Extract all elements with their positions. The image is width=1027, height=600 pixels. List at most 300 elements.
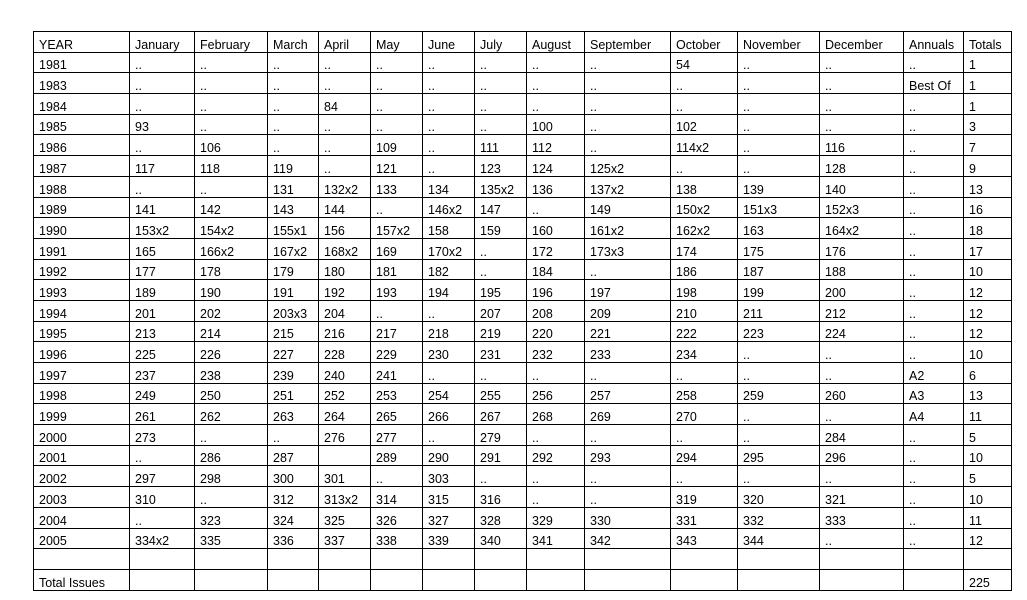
table-cell: 262	[195, 404, 268, 425]
table-body	[34, 32, 1012, 591]
table-cell: 123	[475, 156, 527, 177]
table-cell: ..	[671, 94, 738, 115]
table-cell: 252	[319, 383, 371, 404]
table-cell: 11	[964, 404, 1012, 425]
table-row	[34, 404, 1012, 425]
table-cell: 204	[319, 300, 371, 321]
table-cell: ..	[371, 197, 423, 218]
table-cell: ..	[371, 94, 423, 115]
table-cell: ..	[738, 342, 820, 363]
table-cell: 301	[319, 466, 371, 487]
table-cell: 54	[671, 52, 738, 73]
table-cell: ..	[904, 280, 964, 301]
table-cell: 191	[268, 280, 319, 301]
table-cell: 341	[527, 528, 585, 549]
table-cell: 208	[527, 300, 585, 321]
table-cell: ..	[820, 404, 904, 425]
table-cell: ..	[319, 114, 371, 135]
table-cell: 177	[130, 259, 195, 280]
table-cell: September	[585, 32, 671, 53]
table-cell: 137x2	[585, 176, 671, 197]
table-cell: 186	[671, 259, 738, 280]
table-cell	[527, 569, 585, 590]
table-cell: ..	[904, 507, 964, 528]
table-cell: ..	[738, 466, 820, 487]
table-cell: 319	[671, 487, 738, 508]
table-cell: ..	[130, 52, 195, 73]
table-cell	[904, 569, 964, 590]
table-cell: 330	[585, 507, 671, 528]
table-cell: 168x2	[319, 238, 371, 259]
table-cell: ..	[475, 94, 527, 115]
table-cell: 160	[527, 218, 585, 239]
table-cell	[371, 549, 423, 570]
table-cell: ..	[904, 487, 964, 508]
table-cell: 175	[738, 238, 820, 259]
table-cell: ..	[671, 156, 738, 177]
table-cell: ..	[738, 135, 820, 156]
table-cell: ..	[319, 73, 371, 94]
table-cell: 276	[319, 425, 371, 446]
table-cell: January	[130, 32, 195, 53]
issues-table	[33, 31, 1012, 591]
table-cell: 2003	[34, 487, 130, 508]
table-cell: 239	[268, 363, 319, 384]
table-cell	[671, 569, 738, 590]
table-cell: 300	[268, 466, 319, 487]
table-cell: 1981	[34, 52, 130, 73]
table-cell: 218	[423, 321, 475, 342]
table-cell: 326	[371, 507, 423, 528]
table-cell: 251	[268, 383, 319, 404]
table-cell: 295	[738, 445, 820, 466]
table-cell: ..	[423, 135, 475, 156]
table-cell: February	[195, 32, 268, 53]
table-cell: 121	[371, 156, 423, 177]
table-row	[34, 383, 1012, 404]
table-cell: 5	[964, 466, 1012, 487]
table-cell: 327	[423, 507, 475, 528]
table-cell: 228	[319, 342, 371, 363]
table-cell: 340	[475, 528, 527, 549]
table-cell	[738, 569, 820, 590]
table-cell: 323	[195, 507, 268, 528]
table-cell: ..	[904, 425, 964, 446]
table-cell: April	[319, 32, 371, 53]
table-cell: 133	[371, 176, 423, 197]
table-cell: ..	[904, 321, 964, 342]
table-row	[34, 321, 1012, 342]
table-cell	[268, 549, 319, 570]
table-cell: 12	[964, 528, 1012, 549]
table-cell: ..	[585, 114, 671, 135]
table-cell: 138	[671, 176, 738, 197]
table-cell: 155x1	[268, 218, 319, 239]
table-cell: 297	[130, 466, 195, 487]
table-cell: ..	[195, 94, 268, 115]
table-cell: 336	[268, 528, 319, 549]
table-cell: ..	[904, 300, 964, 321]
table-cell: ..	[904, 114, 964, 135]
table-cell: Annuals	[904, 32, 964, 53]
table-cell: 225	[964, 569, 1012, 590]
table-cell: ..	[585, 466, 671, 487]
table-cell: ..	[130, 176, 195, 197]
table-cell: 219	[475, 321, 527, 342]
table-cell: ..	[904, 445, 964, 466]
table-cell: 337	[319, 528, 371, 549]
table-cell: 298	[195, 466, 268, 487]
table-cell: 12	[964, 280, 1012, 301]
table-cell: ..	[738, 404, 820, 425]
table-cell: 213	[130, 321, 195, 342]
table-cell: 17	[964, 238, 1012, 259]
table-cell: ..	[268, 135, 319, 156]
table-cell: 313x2	[319, 487, 371, 508]
table-cell: 12	[964, 300, 1012, 321]
table-cell: 233	[585, 342, 671, 363]
table-cell: 149	[585, 197, 671, 218]
table-cell: ..	[195, 52, 268, 73]
table-cell: ..	[527, 94, 585, 115]
table-cell: 266	[423, 404, 475, 425]
table-cell: ..	[820, 363, 904, 384]
table-cell: ..	[268, 73, 319, 94]
table-row	[34, 342, 1012, 363]
table-cell: 296	[820, 445, 904, 466]
table-cell: 174	[671, 238, 738, 259]
table-cell: ..	[820, 528, 904, 549]
table-cell: March	[268, 32, 319, 53]
table-cell: 118	[195, 156, 268, 177]
table-cell	[371, 569, 423, 590]
table-cell: 1995	[34, 321, 130, 342]
table-cell: ..	[820, 73, 904, 94]
table-cell: 1984	[34, 94, 130, 115]
table-cell: ..	[820, 342, 904, 363]
table-cell: 131	[268, 176, 319, 197]
table-cell: 162x2	[671, 218, 738, 239]
table-cell: ..	[904, 156, 964, 177]
table-cell: 216	[319, 321, 371, 342]
table-cell: ..	[527, 487, 585, 508]
table-cell: 135x2	[475, 176, 527, 197]
table-cell: 176	[820, 238, 904, 259]
table-cell: ..	[671, 466, 738, 487]
table-cell: 165	[130, 238, 195, 259]
table-cell: 16	[964, 197, 1012, 218]
table-cell: 261	[130, 404, 195, 425]
table-cell: 193	[371, 280, 423, 301]
table-cell: 253	[371, 383, 423, 404]
table-cell: 13	[964, 383, 1012, 404]
table-cell: ..	[475, 466, 527, 487]
table-cell: ..	[371, 114, 423, 135]
table-cell: ..	[423, 73, 475, 94]
total-row	[34, 569, 1012, 590]
table-row	[34, 218, 1012, 239]
table-cell: 269	[585, 404, 671, 425]
table-cell	[585, 569, 671, 590]
table-cell: ..	[904, 52, 964, 73]
table-cell: 161x2	[585, 218, 671, 239]
table-cell: 256	[527, 383, 585, 404]
table-cell: 119	[268, 156, 319, 177]
table-cell: 344	[738, 528, 820, 549]
table-cell: ..	[319, 156, 371, 177]
table-cell: 268	[527, 404, 585, 425]
table-row	[34, 445, 1012, 466]
table-cell: Best Of	[904, 73, 964, 94]
table-cell: 211	[738, 300, 820, 321]
table-cell: 159	[475, 218, 527, 239]
table-cell: 234	[671, 342, 738, 363]
table-cell: ..	[820, 52, 904, 73]
table-cell: 10	[964, 487, 1012, 508]
table-cell	[130, 569, 195, 590]
table-row	[34, 94, 1012, 115]
table-cell: ..	[475, 114, 527, 135]
table-cell: 200	[820, 280, 904, 301]
table-cell: ..	[371, 466, 423, 487]
table-cell: 156	[319, 218, 371, 239]
table-cell: ..	[130, 507, 195, 528]
table-row	[34, 507, 1012, 528]
table-cell: ..	[527, 466, 585, 487]
table-cell	[423, 549, 475, 570]
table-cell: 250	[195, 383, 268, 404]
table-cell: ..	[475, 238, 527, 259]
table-cell: 320	[738, 487, 820, 508]
table-cell: ..	[904, 259, 964, 280]
table-cell: ..	[475, 259, 527, 280]
table-cell: 223	[738, 321, 820, 342]
table-cell: 222	[671, 321, 738, 342]
table-row	[34, 528, 1012, 549]
table-cell: ..	[820, 114, 904, 135]
table-cell: 221	[585, 321, 671, 342]
table-cell: ..	[130, 94, 195, 115]
table-cell: 290	[423, 445, 475, 466]
table-cell	[34, 549, 130, 570]
table-cell: 163	[738, 218, 820, 239]
table-cell: 106	[195, 135, 268, 156]
table-row	[34, 114, 1012, 135]
table-cell: ..	[475, 52, 527, 73]
table-cell: December	[820, 32, 904, 53]
table-cell: November	[738, 32, 820, 53]
table-cell: 335	[195, 528, 268, 549]
table-cell: ..	[904, 197, 964, 218]
table-cell: August	[527, 32, 585, 53]
table-cell: 10	[964, 342, 1012, 363]
table-cell: 331	[671, 507, 738, 528]
table-cell: 284	[820, 425, 904, 446]
table-cell: ..	[904, 94, 964, 115]
table-cell: 18	[964, 218, 1012, 239]
table-cell	[964, 549, 1012, 570]
table-cell: 197	[585, 280, 671, 301]
table-cell: 1991	[34, 238, 130, 259]
header-row	[34, 32, 1012, 53]
table-cell: 139	[738, 176, 820, 197]
table-cell	[319, 569, 371, 590]
table-cell: 1	[964, 94, 1012, 115]
table-cell: 125x2	[585, 156, 671, 177]
table-cell: 184	[527, 259, 585, 280]
table-row	[34, 300, 1012, 321]
table-cell: 1985	[34, 114, 130, 135]
table-cell: ..	[195, 487, 268, 508]
table-cell: ..	[423, 156, 475, 177]
table-cell: June	[423, 32, 475, 53]
table-cell: 254	[423, 383, 475, 404]
table-cell: 142	[195, 197, 268, 218]
table-cell: 180	[319, 259, 371, 280]
table-row	[34, 238, 1012, 259]
table-cell: ..	[319, 135, 371, 156]
table-cell: 238	[195, 363, 268, 384]
table-cell: 2000	[34, 425, 130, 446]
table-cell	[475, 549, 527, 570]
table-cell: ..	[585, 94, 671, 115]
table-row	[34, 176, 1012, 197]
table-cell: Totals	[964, 32, 1012, 53]
table-cell: 212	[820, 300, 904, 321]
table-cell: 1983	[34, 73, 130, 94]
table-cell: YEAR	[34, 32, 130, 53]
table-cell: ..	[130, 135, 195, 156]
table-cell: 2005	[34, 528, 130, 549]
table-cell	[820, 569, 904, 590]
table-cell: 237	[130, 363, 195, 384]
table-cell: ..	[195, 176, 268, 197]
table-cell: 312	[268, 487, 319, 508]
table-cell: 1992	[34, 259, 130, 280]
table-cell: 151x3	[738, 197, 820, 218]
table-cell: ..	[904, 238, 964, 259]
table-cell: 1	[964, 52, 1012, 73]
table-row	[34, 487, 1012, 508]
table-cell: ..	[527, 363, 585, 384]
table-cell: 263	[268, 404, 319, 425]
table-cell: 172	[527, 238, 585, 259]
table-cell: 328	[475, 507, 527, 528]
table-cell: 1999	[34, 404, 130, 425]
table-cell	[319, 549, 371, 570]
table-cell: 315	[423, 487, 475, 508]
table-row	[34, 259, 1012, 280]
table-cell: 132x2	[319, 176, 371, 197]
table-cell: ..	[527, 425, 585, 446]
table-cell: 289	[371, 445, 423, 466]
table-row	[34, 52, 1012, 73]
table-cell: ..	[423, 114, 475, 135]
table-cell: ..	[371, 300, 423, 321]
table-row	[34, 156, 1012, 177]
table-cell: 257	[585, 383, 671, 404]
table-cell: ..	[195, 425, 268, 446]
table-cell: 93	[130, 114, 195, 135]
table-cell: 109	[371, 135, 423, 156]
table-cell: 240	[319, 363, 371, 384]
table-cell: 273	[130, 425, 195, 446]
table-cell: ..	[319, 52, 371, 73]
table-cell: 265	[371, 404, 423, 425]
table-cell	[195, 569, 268, 590]
table-cell: 1998	[34, 383, 130, 404]
table-cell: 209	[585, 300, 671, 321]
table-cell: 199	[738, 280, 820, 301]
table-cell: 164x2	[820, 218, 904, 239]
table-cell: ..	[585, 487, 671, 508]
table-cell: 215	[268, 321, 319, 342]
table-cell: ..	[671, 73, 738, 94]
table-cell: ..	[527, 52, 585, 73]
table-cell: 141	[130, 197, 195, 218]
table-cell: 188	[820, 259, 904, 280]
table-cell: 147	[475, 197, 527, 218]
table-cell: ..	[268, 114, 319, 135]
table-cell: ..	[904, 218, 964, 239]
table-cell: 7	[964, 135, 1012, 156]
table-cell: 190	[195, 280, 268, 301]
table-cell: 343	[671, 528, 738, 549]
table-cell: 112	[527, 135, 585, 156]
table-cell: ..	[423, 425, 475, 446]
table-cell: 13	[964, 176, 1012, 197]
table-cell: ..	[585, 259, 671, 280]
table-cell: ..	[475, 73, 527, 94]
table-cell: ..	[738, 114, 820, 135]
table-cell: 1	[964, 73, 1012, 94]
table-cell: 136	[527, 176, 585, 197]
table-cell: ..	[738, 425, 820, 446]
table-cell: 230	[423, 342, 475, 363]
table-cell: 339	[423, 528, 475, 549]
table-cell: 1988	[34, 176, 130, 197]
table-cell: 214	[195, 321, 268, 342]
table-cell: 334x2	[130, 528, 195, 549]
table-cell: 338	[371, 528, 423, 549]
table-cell: 279	[475, 425, 527, 446]
table-cell: 3	[964, 114, 1012, 135]
table-cell: ..	[738, 94, 820, 115]
table-cell: Total Issues	[34, 569, 130, 590]
table-cell: 277	[371, 425, 423, 446]
table-cell: A4	[904, 404, 964, 425]
table-cell: ..	[585, 363, 671, 384]
table-cell: ..	[738, 52, 820, 73]
table-cell: May	[371, 32, 423, 53]
table-cell: ..	[423, 300, 475, 321]
table-cell: 2001	[34, 445, 130, 466]
table-cell: ..	[423, 52, 475, 73]
table-cell: 158	[423, 218, 475, 239]
table-cell: ..	[371, 52, 423, 73]
table-cell: 195	[475, 280, 527, 301]
table-cell: ..	[195, 73, 268, 94]
table-cell: ..	[904, 135, 964, 156]
table-cell: 111	[475, 135, 527, 156]
table-cell: 102	[671, 114, 738, 135]
table-cell	[195, 549, 268, 570]
table-cell: 342	[585, 528, 671, 549]
table-cell: ..	[820, 94, 904, 115]
table-cell	[671, 549, 738, 570]
table-cell: ..	[268, 425, 319, 446]
table-cell: 143	[268, 197, 319, 218]
